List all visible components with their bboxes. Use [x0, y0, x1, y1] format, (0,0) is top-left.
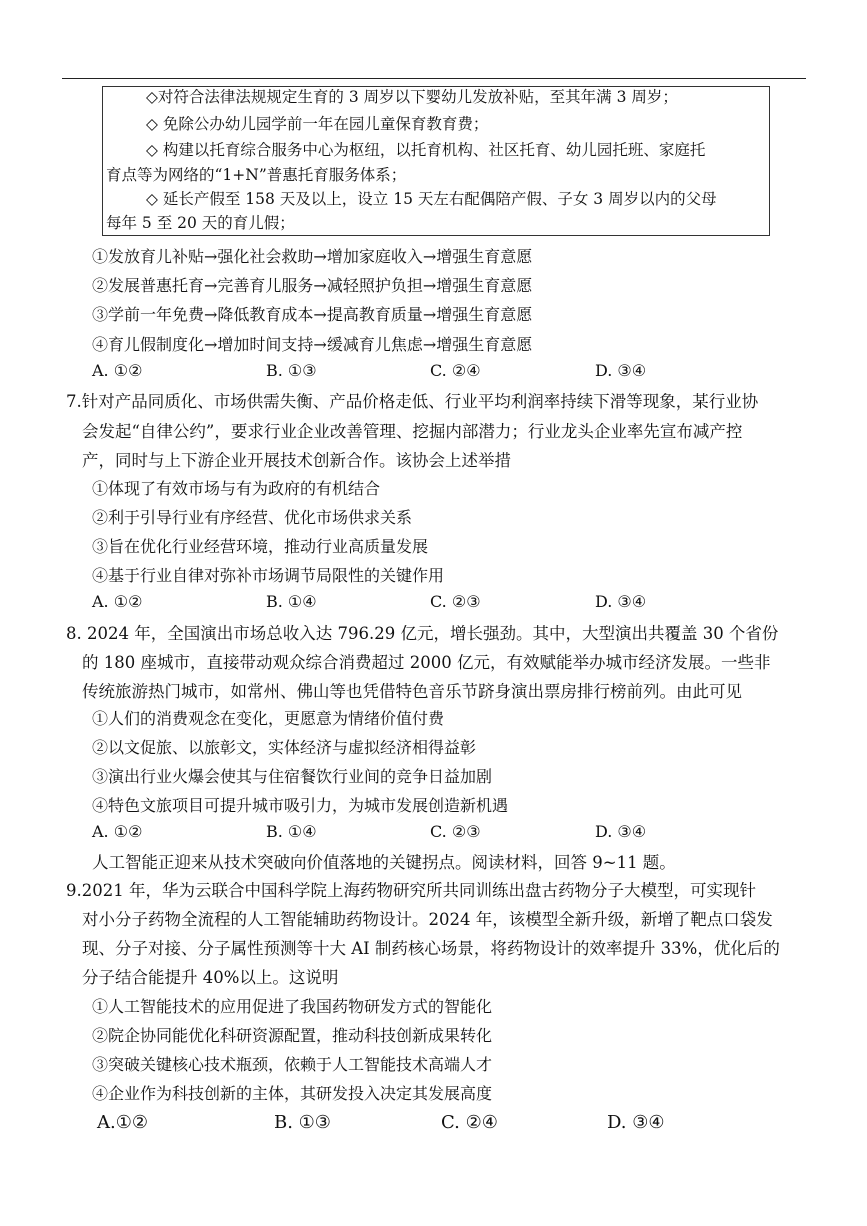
material-line: ◇ 延长产假至 158 天及以上，设立 15 天左右配偶陪产假、子女 3 周岁以内的父母	[146, 190, 717, 208]
q6-option-1: ①发放育儿补贴→强化社会救助→增加家庭收入→增强生育意愿	[92, 247, 533, 266]
q7-option-4: ④基于行业自律对弥补市场调节局限性的关键作用	[92, 566, 445, 585]
q8-choice-a[interactable]: A. ①②	[92, 822, 143, 841]
q7-option-2: ②利于引导行业有序经营、优化市场供求关系	[92, 508, 413, 527]
q9-stem: 分子结合能提升 40%以上。这说明	[82, 968, 339, 987]
q7-choice-b[interactable]: B. ①④	[266, 592, 317, 611]
q9-stem: 9.2021 年，华为云联合中国科学院上海药物研究所共同训练出盘古药物分子大模型，可实现针	[66, 881, 756, 900]
q8-option-1: ①人们的消费观念在变化，更愿意为情绪价值付费	[92, 709, 445, 728]
material-line: ◇ 构建以托育综合服务中心为枢纽，以托育机构、社区托育、幼儿园托班、家庭托	[146, 141, 706, 159]
q6-option-2: ②发展普惠托育→完善育儿服务→减轻照护负担→增强生育意愿	[92, 276, 533, 295]
q7-stem: 7.针对产品同质化、市场供需失衡、产品价格走低、行业平均利润率持续下滑等现象，某行业协	[66, 392, 759, 411]
q7-stem: 会发起“自律公约”，要求行业企业改善管理、挖掘内部潜力；行业龙头企业率先宣布减产控	[82, 422, 743, 441]
section-intro: 人工智能正迎来从技术突破向价值落地的关键拐点。阅读材料，回答 9~11 题。	[92, 853, 676, 872]
q9-stem: 对小分子药物全流程的人工智能辅助药物设计。2024 年，该模型全新升级，新增了靶点口袋发	[82, 910, 773, 929]
q7-option-1: ①体现了有效市场与有为政府的有机结合	[92, 479, 381, 498]
material-line: ◇对符合法律法规规定生育的 3 周岁以下婴幼儿发放补贴，至其年满 3 周岁；	[146, 88, 678, 106]
material-line: ◇ 免除公办幼儿园学前一年在园儿童保育教育费；	[146, 115, 489, 133]
q9-option-1: ①人工智能技术的应用促进了我国药物研发方式的智能化	[92, 997, 493, 1016]
q6-choice-b[interactable]: B. ①③	[266, 361, 317, 380]
q9-choice-c[interactable]: C. ②④	[441, 1112, 498, 1133]
q8-stem: 的 180 座城市，直接带动观众综合消费超过 2000 亿元，有效赋能举办城市经济发展。一些非	[82, 653, 771, 672]
q8-option-4: ④特色文旅项目可提升城市吸引力，为城市发展创造新机遇	[92, 796, 509, 815]
q8-choice-d[interactable]: D. ③④	[595, 822, 647, 841]
q8-choice-b[interactable]: B. ①④	[266, 822, 317, 841]
q9-option-3: ③突破关键核心技术瓶颈，依赖于人工智能技术高端人才	[92, 1055, 493, 1074]
q9-choice-d[interactable]: D. ③④	[607, 1112, 665, 1133]
q9-option-2: ②院企协同能优化科研资源配置，推动科技创新成果转化	[92, 1026, 493, 1045]
q6-option-3: ③学前一年免费→降低教育成本→提高教育质量→增强生育意愿	[92, 305, 533, 324]
q8-option-2: ②以文促旅、以旅彰文，实体经济与虚拟经济相得益彰	[92, 738, 477, 757]
q7-choice-d[interactable]: D. ③④	[595, 592, 647, 611]
q8-stem: 8. 2024 年，全国演出市场总收入达 796.29 亿元，增长强劲。其中，大型演出共覆盖 30 个省份	[66, 624, 779, 643]
q8-choice-c[interactable]: C. ②③	[430, 822, 481, 841]
q9-stem: 现、分子对接、分子属性预测等十大 AI 制药核心场景，将药物设计的效率提升 33%，优化后的	[82, 939, 780, 958]
q7-stem: 产，同时与上下游企业开展技术创新合作。该协会上述举措	[82, 451, 511, 470]
material-line: 每年 5 至 20 天的育儿假；	[106, 214, 295, 232]
header-rule	[62, 78, 806, 79]
q6-choice-a[interactable]: A. ①②	[92, 361, 143, 380]
q6-choice-c[interactable]: C. ②④	[430, 361, 481, 380]
q9-choice-b[interactable]: B. ①③	[274, 1112, 331, 1133]
q8-stem: 传统旅游热门城市，如常州、佛山等也凭借特色音乐节跻身演出票房排行榜前列。由此可见	[82, 682, 742, 701]
q6-choice-d[interactable]: D. ③④	[595, 361, 647, 380]
q6-option-4: ④育儿假制度化→增加时间支持→缓减育儿焦虑→增强生育意愿	[92, 335, 533, 354]
q7-choice-c[interactable]: C. ②③	[430, 592, 481, 611]
q7-choice-a[interactable]: A. ①②	[92, 592, 143, 611]
material-line: 育点等为网络的“1+N”普惠托育服务体系；	[106, 166, 407, 184]
q8-option-3: ③演出行业火爆会使其与住宿餐饮行业间的竞争日益加剧	[92, 767, 493, 786]
q9-choice-a[interactable]: A.①②	[97, 1112, 148, 1133]
q9-option-4: ④企业作为科技创新的主体，其研发投入决定其发展高度	[92, 1084, 493, 1103]
q7-option-3: ③旨在优化行业经营环境，推动行业高质量发展	[92, 537, 429, 556]
